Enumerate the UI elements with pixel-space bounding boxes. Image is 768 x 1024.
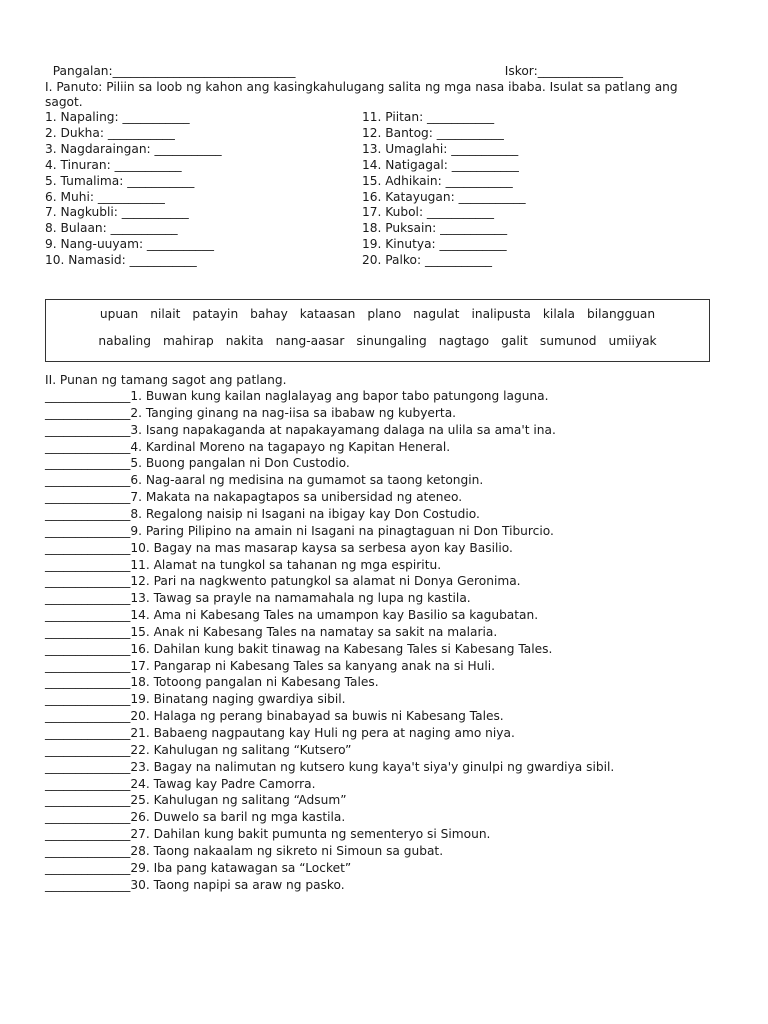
word-row-2 [46,333,709,350]
part1-left-item[interactable]: 4. Tinuran: ___________ [45,157,182,172]
question-text: 8. Regalong naisip ni Isagani na ibigay kay Don Costudio. [130,506,480,521]
question-row [45,674,379,691]
answer-blank[interactable]: ______________ [45,389,131,403]
answer-blank[interactable]: ______________ [45,523,131,538]
choice-word: nagtago [438,334,490,348]
question-row [45,472,483,489]
part1-left-item[interactable]: 8. Bulaan: ___________ [45,221,178,236]
choice-word: plano [367,307,402,321]
choice-word: sinungaling [356,334,427,348]
choice-word: bahay [250,307,288,321]
answer-blank[interactable]: ______________ [45,827,131,842]
part1-left-item[interactable]: 10. Namasid: ___________ [45,253,197,268]
part1-instruction-line2: sagot. [45,95,83,109]
part1-right-item[interactable]: 14. Natigagal: ___________ [362,157,519,172]
question-text: 22. Kahulugan ng salitang “Kutsero” [130,742,352,757]
answer-blank[interactable]: ______________ [45,793,131,808]
question-text: 3. Isang napakaganda at napakayamang dalaga na ulila sa ama't ina. [130,422,556,437]
part2-instruction: II. Punan ng tamang sagot ang patlang. [45,373,287,387]
part1-right-item[interactable]: 12. Bantog: ___________ [362,125,504,140]
question-row [45,422,556,439]
question-row [45,843,443,860]
answer-blank[interactable]: ______________ [45,742,131,757]
name-field[interactable] [45,46,295,80]
question-text: 2. Tanging ginang na nag-iisa sa ibabaw ng kubyerta. [130,405,457,420]
answer-blank[interactable]: ______________ [45,540,131,555]
choice-word: kataasan [299,307,356,321]
question-text: 10. Bagay na mas masarap kaysa sa serbesa ayon kay Basilio. [130,540,513,555]
answer-blank[interactable]: ______________ [45,810,131,825]
question-text: 25. Kahulugan ng salitang “Adsum” [130,793,347,808]
answer-blank[interactable]: ______________ [45,759,131,774]
question-text: 23. Bagay na nalimutan ng kutsero kung kaya't siya'y ginulpi ng gwardiya sibil. [130,759,615,774]
question-text: 13. Tawag sa prayle na namamahala ng lupa ng kastila. [130,591,471,606]
question-row [45,624,497,641]
question-text: 18. Totoong pangalan ni Kabesang Tales. [130,675,379,690]
word-row-1 [46,306,709,323]
answer-blank[interactable]: ______________ [45,624,131,639]
answer-blank[interactable]: ______________ [45,591,131,606]
question-text: 4. Kardinal Moreno na tagapayo ng Kapitan Heneral. [130,439,451,454]
question-text: 7. Makata na nakapagtapos sa unibersidad ng ateneo. [130,490,463,505]
answer-blank[interactable]: ______________ [45,405,131,420]
question-row [45,809,345,826]
answer-blank[interactable]: ______________ [45,843,131,858]
choice-word: sumunod [539,334,597,348]
choice-word: nilait [150,307,181,321]
choice-word: patayin [192,307,239,321]
question-text: 26. Duwelo sa baril ng mga kastila. [130,810,346,825]
answer-blank[interactable]: ______________ [45,473,131,488]
question-text: 12. Pari na nagkwento patungkol sa alamat ni Donya Geronima. [130,574,521,589]
answer-blank[interactable]: ______________ [45,439,131,454]
question-text: 28. Taong nakaalam ng sikreto ni Simoun sa gubat. [130,843,444,858]
question-row [45,405,456,422]
question-row [45,792,347,809]
question-row [45,877,345,894]
question-row [45,523,554,540]
part1-right-item[interactable]: 20. Palko: ___________ [362,253,493,268]
part1-left-item[interactable]: 7. Nagkubli: ___________ [45,205,189,220]
answer-blank[interactable]: ______________ [45,877,131,892]
score-field[interactable] [497,46,623,80]
part1-left-item[interactable]: 2. Dukha: ___________ [45,125,175,140]
question-text: 24. Tawag kay Padre Camorra. [130,776,316,791]
question-text: 15. Anak ni Kabesang Tales na namatay sa sakit na malaria. [130,624,498,639]
name-blank[interactable]: ______________________________ [112,64,296,78]
answer-blank[interactable]: ______________ [45,574,131,589]
part1-right-item[interactable]: 11. Piitan: ___________ [362,110,495,124]
name-label: Pangalan: [52,64,113,78]
choice-word: mahirap [163,334,214,348]
choice-word: bilangguan [587,307,656,321]
question-text: 6. Nag-aaral ng medisina na gumamot sa taong ketongin. [130,473,484,488]
question-row [45,708,504,725]
question-row [45,826,490,843]
answer-blank[interactable]: ______________ [45,506,131,521]
question-row [45,725,515,742]
question-row [45,691,346,708]
part1-right-item[interactable]: 13. Umaglahi: ___________ [362,141,519,156]
part1-left-item[interactable]: 3. Nagdaraingan: ___________ [45,141,222,156]
choice-word: umiiyak [608,334,657,348]
question-row [45,557,441,574]
word-choice-box [45,299,710,362]
choice-word: galit [501,334,528,348]
part1-left-item[interactable]: 1. Napaling: ___________ [45,110,190,124]
score-blank[interactable]: ______________ [537,64,623,78]
choice-word: nabaling [98,334,152,348]
question-row [45,489,462,506]
question-text: 5. Buong pangalan ni Don Custodio. [130,456,350,471]
question-row [45,439,450,456]
answer-blank[interactable]: ______________ [45,658,131,673]
part1-right-item[interactable]: 16. Katayugan: ___________ [362,189,526,204]
part1-left-item[interactable]: 5. Tumalima: ___________ [45,173,195,188]
question-text: 16. Dahilan kung bakit tinawag na Kabesang Tales si Kabesang Tales. [130,641,553,656]
part1-left-item[interactable]: 6. Muhi: ___________ [45,189,165,204]
answer-blank[interactable]: ______________ [45,692,131,707]
choice-word: nang-aasar [275,334,345,348]
question-text: 30. Taong napipi sa araw ng pasko. [130,877,345,892]
question-text: 1. Buwan kung kailan naglalayag ang bapor tabo patungong laguna. [130,389,549,403]
answer-blank[interactable]: ______________ [45,490,131,505]
answer-blank[interactable]: ______________ [45,422,131,437]
question-row [45,388,549,405]
choice-word: inalipusta [471,307,531,321]
question-row [45,607,538,624]
question-text: 20. Halaga ng perang binabayad sa buwis ni Kabesang Tales. [130,709,504,724]
question-text: 11. Alamat na tungkol sa tahanan ng mga espiritu. [130,557,442,572]
question-row [45,455,350,472]
answer-blank[interactable]: ______________ [45,860,131,875]
question-text: 21. Babaeng nagpautang kay Huli ng pera at naging amo niya. [130,726,515,740]
answer-blank[interactable]: ______________ [45,675,131,690]
question-row [45,641,552,658]
question-row [45,590,471,607]
question-row [45,776,315,793]
answer-blank[interactable]: ______________ [45,456,131,471]
question-row [45,658,495,675]
question-text: 19. Binatang naging gwardiya sibil. [130,692,346,707]
choice-word: upuan [99,307,139,321]
question-row [45,860,351,877]
question-row [45,540,513,557]
question-text: 17. Pangarap ni Kabesang Tales sa kanyang anak na si Huli. [130,658,496,673]
question-text: 9. Paring Pilipino na amain ni Isagani na pinagtaguan ni Don Tiburcio. [130,523,554,538]
part1-right-item[interactable]: 17. Kubol: ___________ [362,205,494,220]
choice-word: kilala [542,307,576,321]
part1-right-item[interactable]: 19. Kinutya: ___________ [362,237,507,252]
score-label: Iskor: [504,64,538,78]
answer-blank[interactable]: ______________ [45,776,131,791]
answer-blank[interactable]: ______________ [45,557,131,572]
question-text: 27. Dahilan kung bakit pumunta ng sementeryo si Simoun. [130,827,491,842]
part1-instruction-line1: I. Panuto: Piliin sa loob ng kahon ang kasingkahulugang salita ng mga nasa ibaba. Isulat sa patlang ang [45,80,678,94]
question-row [45,506,480,523]
question-row [45,742,351,759]
part1-right-item[interactable]: 18. Puksain: ___________ [362,221,508,236]
answer-blank[interactable]: ______________ [45,709,131,724]
answer-blank[interactable]: ______________ [45,726,131,740]
question-row [45,759,614,776]
question-text: 14. Ama ni Kabesang Tales na umampon kay Basilio sa kagubatan. [130,608,539,623]
answer-blank[interactable]: ______________ [45,641,131,656]
choice-word: nagulat [413,307,460,321]
part1-left-item[interactable]: 9. Nang-uuyam: ___________ [45,237,214,252]
part1-right-item[interactable]: 15. Adhikain: ___________ [362,173,513,188]
answer-blank[interactable]: ______________ [45,608,131,623]
question-text: 29. Iba pang katawagan sa “Locket” [130,860,352,875]
question-row [45,573,521,590]
choice-word: nakita [225,334,264,348]
